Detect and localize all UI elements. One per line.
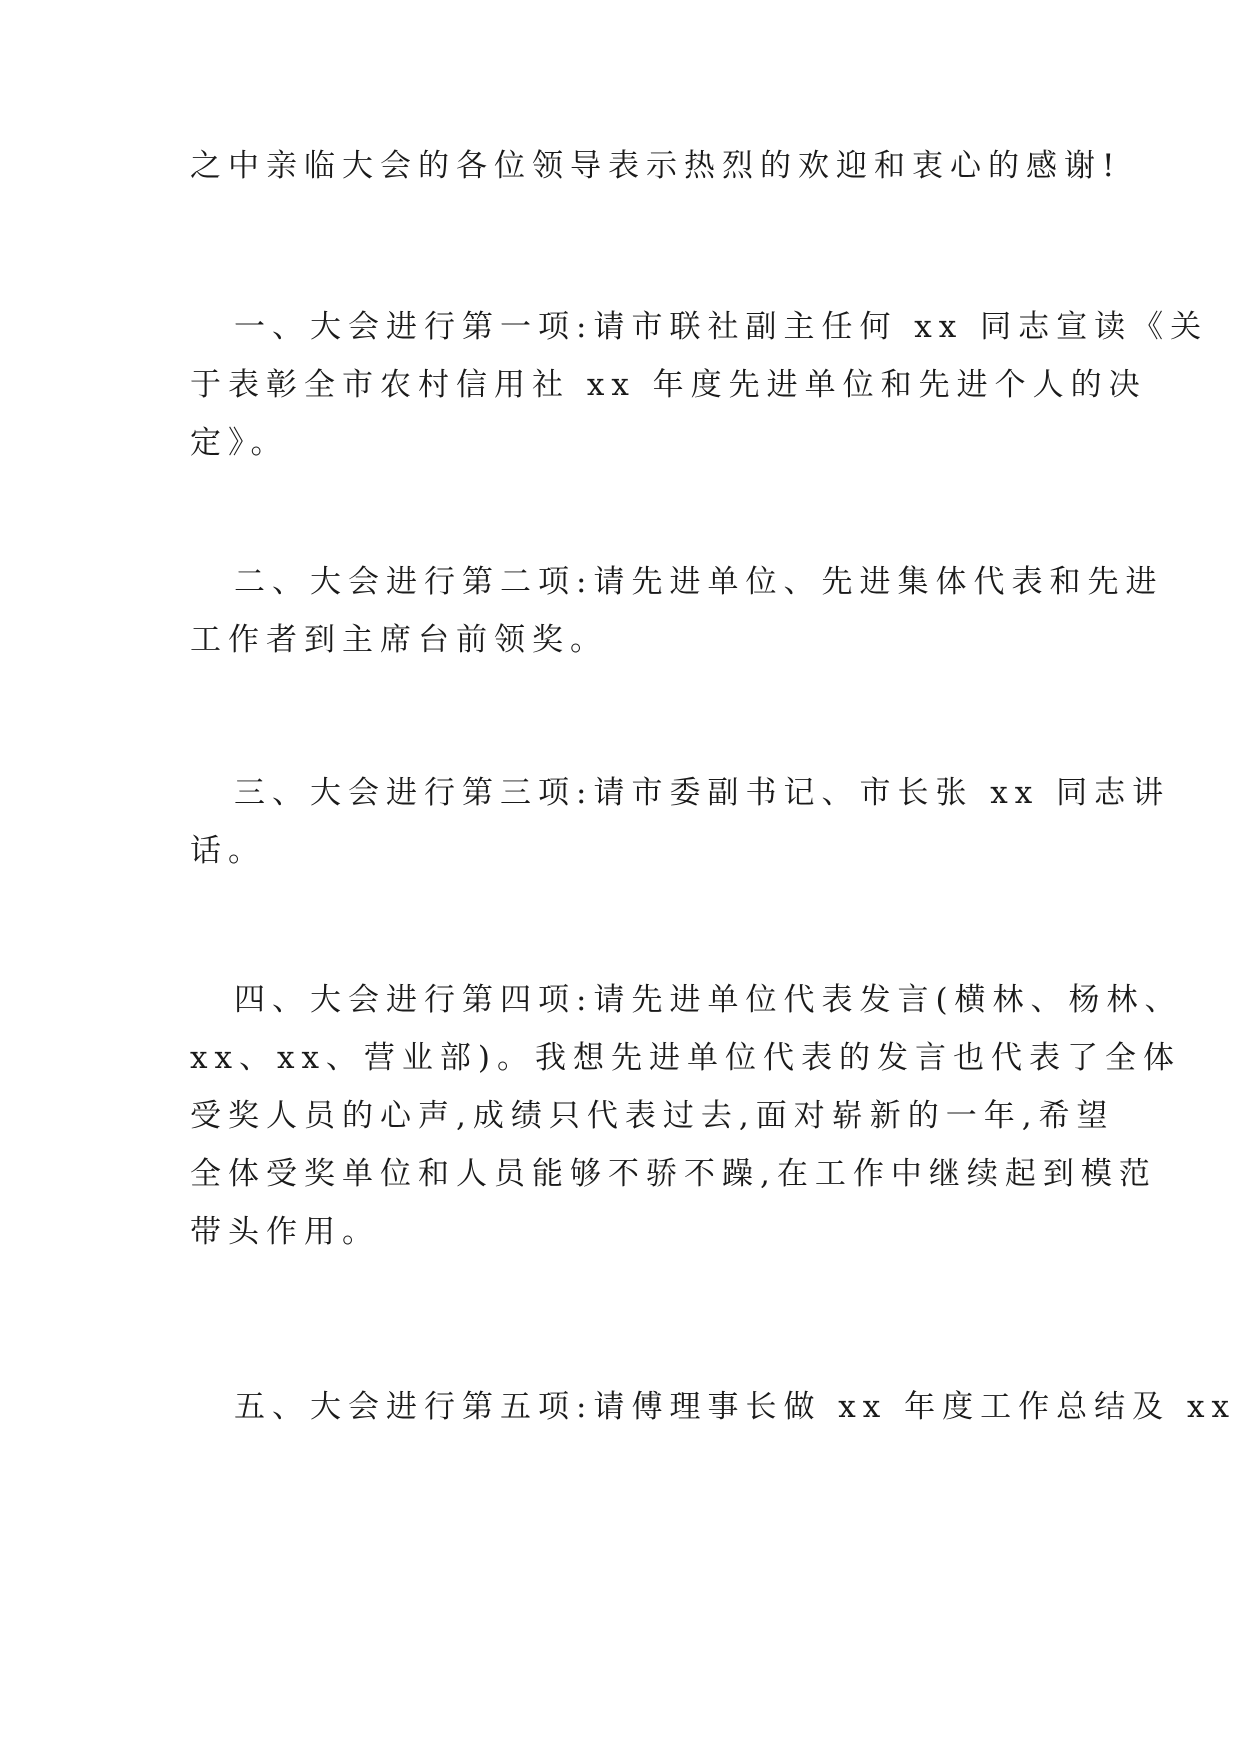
paragraph-item-1 (190, 298, 1209, 472)
text-line: 五、大会进行第五项:请傅理事长做 xx 年度工作总结及 xx (234, 1389, 1236, 1425)
text-line: 二、大会进行第二项:请先进单位、先进集体代表和先进 (234, 564, 1164, 600)
text-line: 全体受奖单位和人员能够不骄不躁,在工作中继续起到模范 (190, 1156, 1157, 1192)
paragraph-item-4 (190, 971, 1183, 1261)
paragraph-item-3 (190, 764, 1171, 880)
text-line: 之中亲临大会的各位领导表示热烈的欢迎和衷心的感谢! (190, 148, 1122, 184)
paragraph-item-5 (190, 1378, 1236, 1436)
paragraph-item-2 (190, 553, 1164, 669)
text-line: 话。 (190, 833, 266, 869)
text-line: xx、xx、营业部)。我想先进单位代表的发言也代表了全体 (190, 1040, 1182, 1076)
text-line: 于表彰全市农村信用社 xx 年度先进单位和先进个人的决 (190, 367, 1147, 403)
text-line: 工作者到主席台前领奖。 (190, 622, 608, 658)
text-line: 三、大会进行第三项:请市委副书记、市长张 xx 同志讲 (234, 775, 1171, 811)
text-line: 一、大会进行第一项:请市联社副主任何 xx 同志宣读《关 (234, 309, 1209, 345)
text-line: 受奖人员的心声,成绩只代表过去,面对崭新的一年,希望 (190, 1098, 1115, 1134)
paragraph-welcome (190, 137, 1122, 195)
text-line: 定》。 (190, 425, 289, 461)
text-line: 四、大会进行第四项:请先进单位代表发言(横林、杨林、 (234, 982, 1183, 1018)
text-line: 带头作用。 (190, 1214, 380, 1250)
